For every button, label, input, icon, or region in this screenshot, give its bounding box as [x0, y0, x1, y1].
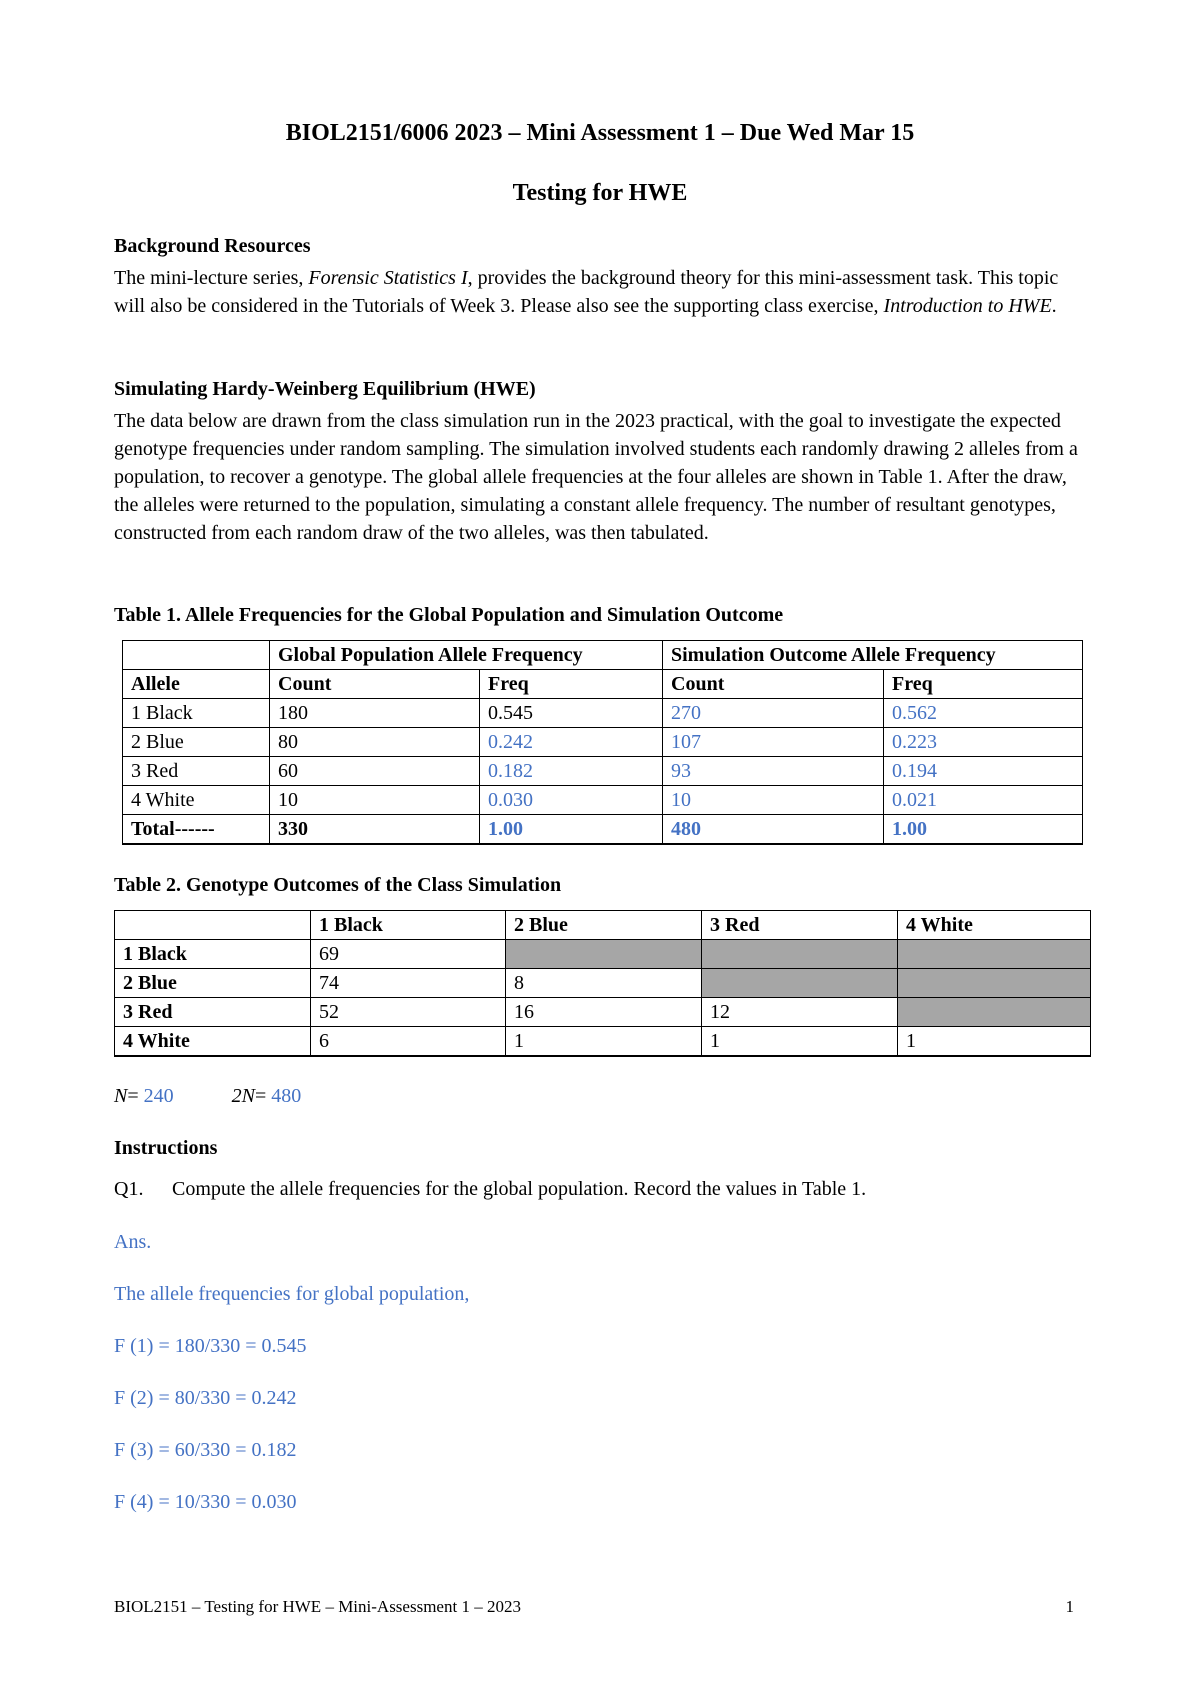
table-cell: 4 White [123, 786, 270, 815]
n-label: N [114, 1085, 128, 1107]
table-cell: 1 [898, 1027, 1091, 1057]
class-exercise-title: Introduction to HWE [883, 295, 1052, 317]
table-row [115, 998, 1091, 1027]
page-number: 1 [1065, 1597, 1074, 1616]
table-cell: 0.242 [480, 728, 663, 757]
table-header: Count [663, 670, 884, 699]
table-header: 2 Blue [506, 911, 702, 940]
table-row [115, 1027, 1091, 1057]
table-cell-shaded [506, 940, 702, 969]
question-text: Compute the allele frequencies for the global population. Record the values in Table 1. [172, 1178, 867, 1200]
table-cell: 107 [663, 728, 884, 757]
table-row [115, 911, 1091, 940]
table-cell: 1 Black [123, 699, 270, 728]
table-header: 3 Red [115, 998, 311, 1027]
table-row [115, 969, 1091, 998]
document-title: BIOL2151/6006 2023 – Mini Assessment 1 – Due Wed Mar 15 [285, 120, 915, 146]
table-cell: 1.00 [480, 815, 663, 845]
background-heading: Background Resources [114, 235, 311, 257]
table-header: Simulation Outcome Allele Frequency [663, 641, 1083, 670]
n-value: 240 [143, 1085, 174, 1107]
table-row-total [123, 815, 1083, 845]
table-cell: 0.021 [884, 786, 1083, 815]
table-cell: 270 [663, 699, 884, 728]
table-cell: 69 [311, 940, 506, 969]
document-subtitle: Testing for HWE [512, 180, 688, 206]
table-cell [115, 911, 311, 940]
simulating-paragraph: The data below are drawn from the class simulation run in the 2023 practical, with the goal to investigate the expected genotype frequencies under random sampling. The simulation involved students each randomly drawing 2 alleles from a population, to recover a genotype. The global allele frequencies at the four alleles are shown in Table 1. After the draw, the alleles were returned to the population, simulating a constant allele frequency. The number of resultant genotypes, constructed from each random draw of the two alleles, was then tabulated. [114, 410, 1078, 544]
table-header: Freq [480, 670, 663, 699]
answer-line: F (3) = 60/330 = 0.182 [114, 1439, 297, 1461]
table-cell: 0.545 [480, 699, 663, 728]
table-header: 4 White [898, 911, 1091, 940]
allele-frequency-table [122, 640, 1083, 845]
question-1 [114, 1176, 866, 1202]
table-header: 3 Red [702, 911, 898, 940]
table1-caption: Table 1. Allele Frequencies for the Global Population and Simulation Outcome [114, 604, 784, 626]
table-cell: 12 [702, 998, 898, 1027]
n2-value: 480 [271, 1085, 302, 1107]
table-header: Global Population Allele Frequency [270, 641, 663, 670]
table-row [123, 641, 1083, 670]
footer-text: BIOL2151 – Testing for HWE – Mini-Assessment 1 – 2023 [114, 1597, 521, 1616]
table-cell: 2 Blue [123, 728, 270, 757]
table-header: 1 Black [311, 911, 506, 940]
table-cell: 10 [663, 786, 884, 815]
table-cell: 16 [506, 998, 702, 1027]
table-header: 4 White [115, 1027, 311, 1057]
table-row [123, 728, 1083, 757]
background-paragraph: The mini-lecture series, Forensic Statistics I, provides the background theory for this mini-assessment task. This topic will also be considered in the Tutorials of Week 3. Please also see the supporting class exercise, Introduction to HWE. [114, 267, 1059, 317]
answer-label: Ans. [114, 1231, 152, 1253]
page-footer [114, 1596, 1074, 1618]
table-cell: 1 [702, 1027, 898, 1057]
table-cell-shaded [898, 998, 1091, 1027]
table-cell [123, 641, 270, 670]
table-cell: 1.00 [884, 815, 1083, 845]
sample-size-line: N= 240 2N= 480 [114, 1085, 302, 1107]
table-cell: 80 [270, 728, 480, 757]
instructions-heading: Instructions [114, 1137, 218, 1159]
question-number: Q1. [114, 1178, 144, 1200]
table-cell: 1 [506, 1027, 702, 1057]
table-cell-shaded [702, 969, 898, 998]
table-cell: 93 [663, 757, 884, 786]
table-row [123, 786, 1083, 815]
table-row [115, 940, 1091, 969]
table-cell: 0.562 [884, 699, 1083, 728]
table-header: 2 Blue [115, 969, 311, 998]
answer-line: F (1) = 180/330 = 0.545 [114, 1335, 307, 1357]
table2-caption: Table 2. Genotype Outcomes of the Class Simulation [114, 874, 562, 896]
table-cell-shaded [898, 969, 1091, 998]
table-cell: Total------ [123, 815, 270, 845]
table-row [123, 699, 1083, 728]
table-cell: 52 [311, 998, 506, 1027]
table-cell: 180 [270, 699, 480, 728]
table-cell-shaded [702, 940, 898, 969]
answer-intro: The allele frequencies for global population, [114, 1283, 470, 1305]
table-cell: 0.223 [884, 728, 1083, 757]
table-cell: 60 [270, 757, 480, 786]
table-cell: 10 [270, 786, 480, 815]
answer-line: F (4) = 10/330 = 0.030 [114, 1491, 297, 1513]
table-header: 1 Black [115, 940, 311, 969]
answer-line: F (2) = 80/330 = 0.242 [114, 1387, 297, 1409]
table-cell: 330 [270, 815, 480, 845]
table-cell: 0.194 [884, 757, 1083, 786]
table-cell: 3 Red [123, 757, 270, 786]
simulating-heading: Simulating Hardy-Weinberg Equilibrium (HWE) [114, 378, 536, 400]
table-cell: 6 [311, 1027, 506, 1057]
lecture-series-title: Forensic Statistics I [308, 267, 468, 289]
table-cell: 480 [663, 815, 884, 845]
genotype-outcome-table [114, 910, 1091, 1057]
table-cell: 0.030 [480, 786, 663, 815]
table-row [123, 670, 1083, 699]
table-cell: 8 [506, 969, 702, 998]
n2-label: 2N [231, 1085, 255, 1107]
table-cell: 0.182 [480, 757, 663, 786]
table-header: Allele [123, 670, 270, 699]
table-row [123, 757, 1083, 786]
table-header: Freq [884, 670, 1083, 699]
table-cell: 74 [311, 969, 506, 998]
table-cell-shaded [898, 940, 1091, 969]
table-header: Count [270, 670, 480, 699]
